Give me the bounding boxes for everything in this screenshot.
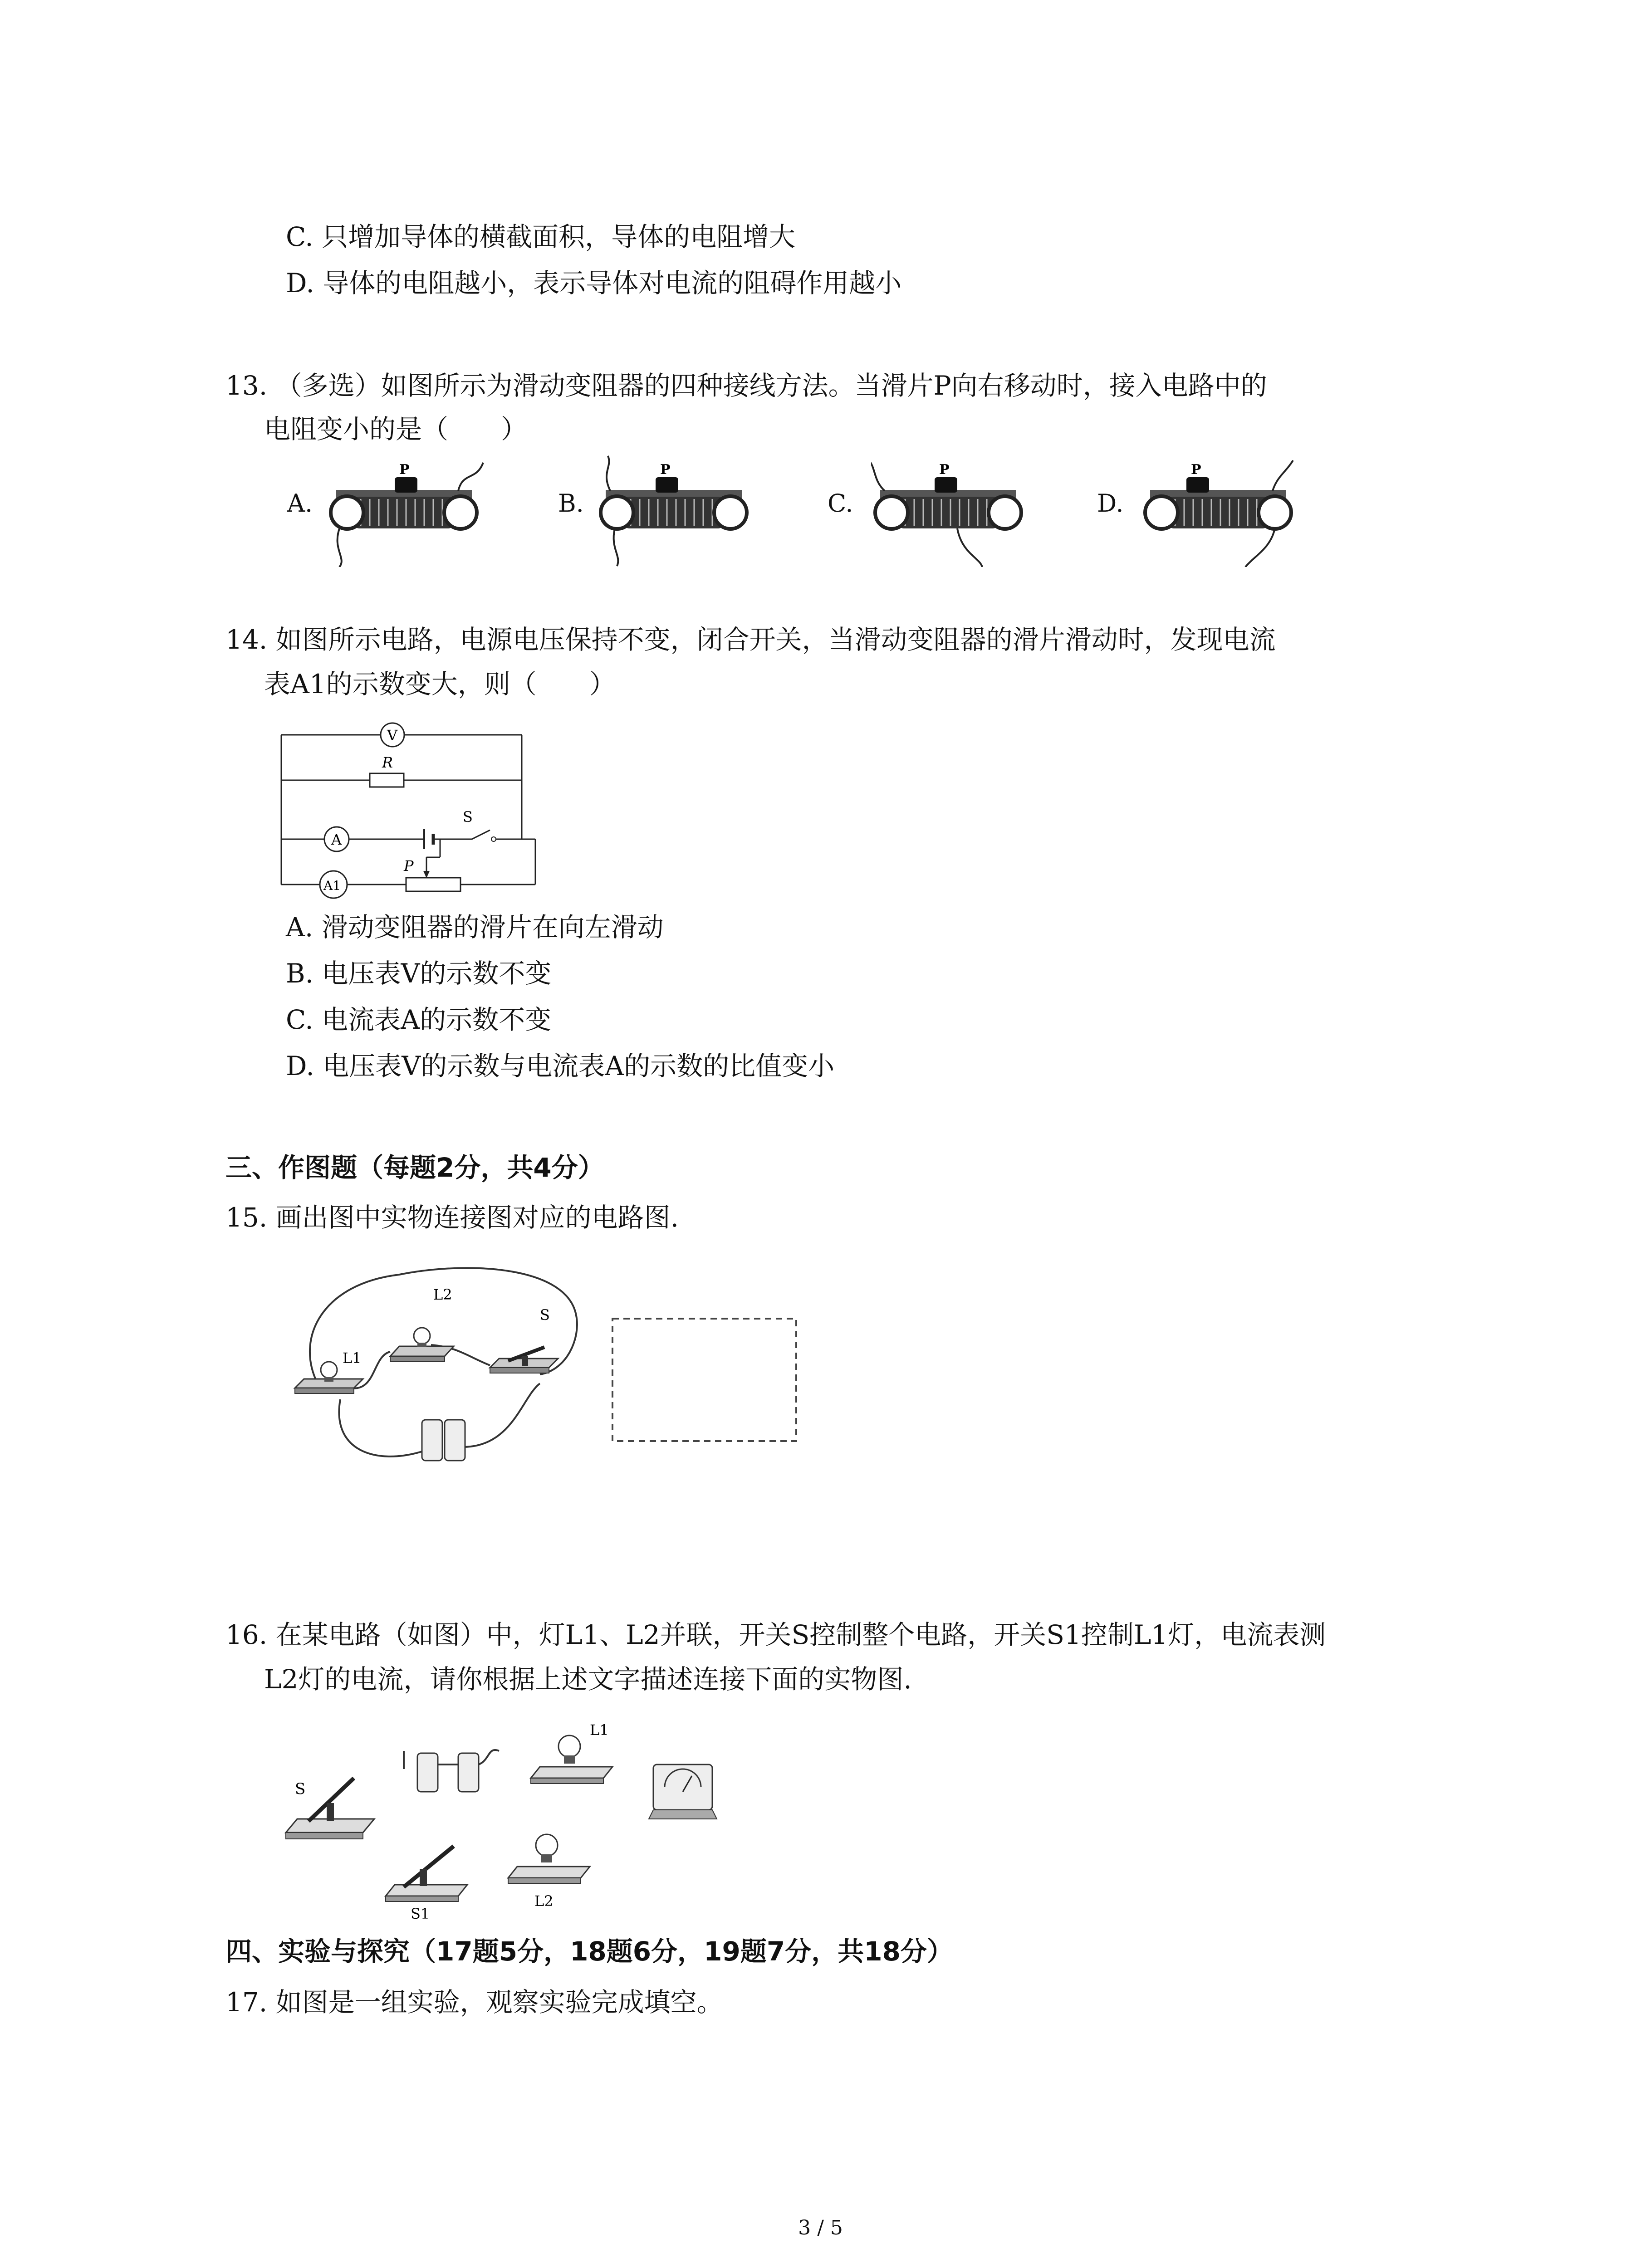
voltmeter-label: V — [387, 727, 398, 744]
l2-label: L2 — [433, 1286, 452, 1303]
q17-stem: 17. 如图是一组实验，观察实验完成填空。 — [225, 1987, 723, 2018]
q14-option-b: B. 电压表V的示数不变 — [286, 958, 552, 989]
q16-stem-line2: L2灯的电流，请你根据上述文字描述连接下面的实物图. — [264, 1664, 912, 1695]
switch-label: S — [540, 1306, 550, 1324]
section-4-title: 四、实验与探究（17题5分，18题6分，19题7分，共18分） — [225, 1936, 953, 1967]
l1-label: L1 — [590, 1721, 609, 1739]
slider-label: P — [1191, 462, 1201, 478]
ammeter1-label: A1 — [323, 878, 341, 893]
q14-stem-line2: 表A1的示数变大，则（ ） — [264, 669, 616, 699]
q15-stem: 15. 画出图中实物连接图对应的电路图. — [225, 1202, 679, 1233]
q13-option-c-label: C. — [828, 489, 853, 518]
slider-label: P — [939, 462, 950, 478]
q14-stem-line1: 14. 如图所示电路，电源电压保持不变，闭合开关，当滑动变阻器的滑片滑动时，发现电流 — [225, 624, 1276, 655]
slider-p-label: P — [404, 857, 414, 875]
q13-rheostat-a — [327, 454, 485, 567]
q14-option-d: D. 电压表V的示数与电流表A的示数的比值变小 — [286, 1051, 835, 1081]
ammeter-label: A — [331, 831, 342, 848]
q13-rheostat-c — [871, 454, 1030, 567]
switch-label: S — [463, 808, 473, 826]
q12-option-d: D. 导体的电阻越小，表示导体对电流的阻碍作用越小 — [286, 268, 902, 298]
q15-physical-circuit — [286, 1247, 603, 1474]
page-number: 3 / 5 — [798, 2216, 843, 2239]
q13-option-a-label: A. — [287, 489, 313, 518]
slider-label: P — [660, 462, 671, 478]
q13-option-b-label: B. — [558, 489, 584, 518]
section-3-title: 三、作图题（每题2分，共4分） — [225, 1152, 604, 1183]
q14-option-c: C. 电流表A的示数不变 — [286, 1004, 552, 1035]
q16-stem-line1: 16. 在某电路（如图）中，灯L1、L2并联，开关S控制整个电路，开关S1控制L1灯，电流表测 — [225, 1619, 1326, 1650]
q13-rheostat-b — [597, 454, 755, 567]
q13-stem-line1: 13. （多选）如图所示为滑动变阻器的四种接线方法。当滑片P向右移动时，接入电路中的 — [225, 370, 1267, 401]
s1-label: S1 — [411, 1905, 430, 1919]
q16-components — [272, 1710, 753, 1919]
l2-label: L2 — [534, 1892, 554, 1910]
slider-label: P — [399, 462, 410, 478]
q15-answer-box[interactable] — [610, 1316, 801, 1443]
q13-stem-line2: 电阻变小的是（ ） — [264, 414, 528, 445]
q14-circuit-diagram — [272, 717, 554, 907]
q14-option-a: A. 滑动变阻器的滑片在向左滑动 — [286, 912, 664, 943]
q12-option-c: C. 只增加导体的横截面积，导体的电阻增大 — [286, 221, 796, 252]
q13-rheostat-d — [1141, 454, 1300, 567]
s-label: S — [295, 1780, 306, 1798]
resistor-label: R — [382, 754, 393, 771]
q13-option-d-label: D. — [1097, 489, 1124, 518]
l1-label: L1 — [343, 1349, 362, 1367]
